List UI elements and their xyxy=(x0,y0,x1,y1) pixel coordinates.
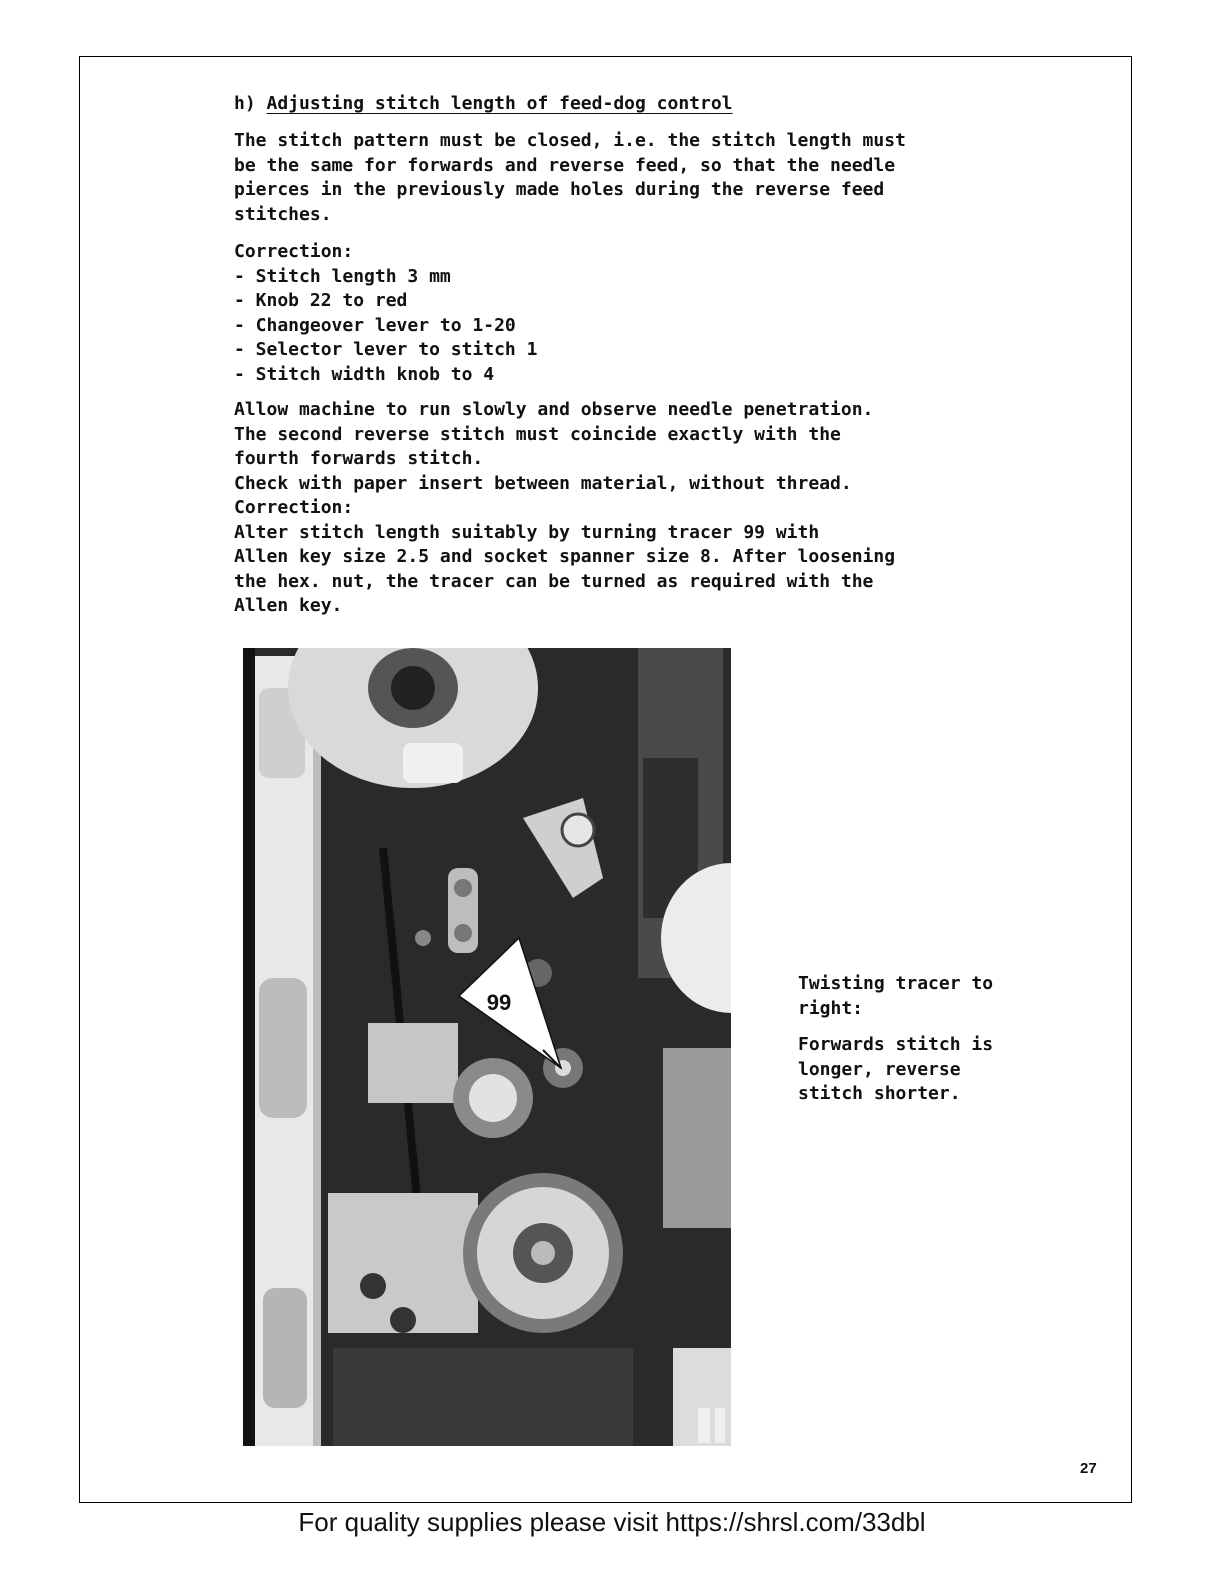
machine-photo xyxy=(243,648,731,1446)
footer-notice: For quality supplies please visit https://shrsl.com/33dbl xyxy=(298,1507,926,1537)
intro-paragraph: The stitch pattern must be closed, i.e. the stitch length must be the same for forwards and reverse feed, so that the needle pierces in the previously made holes during the reverse feed stitches. xyxy=(234,130,906,225)
callout-label: 99 xyxy=(486,990,512,1015)
procedure-paragraph: Allow machine to run slowly and observe needle penetration. The second reverse stitch must coincide exactly with the fourth forwards stitch. Check with paper insert between material, without thread. Correction: Alter stitch length suitably by turning tracer 99 with Allen key size 2.5 and socket spanner size 8. After loosening the hex. nut, the tracer can be turned as required with the Allen key. xyxy=(234,399,896,616)
section-title: Adjusting stitch length of feed-dog control xyxy=(266,93,733,114)
section-prefix: h) xyxy=(234,93,256,114)
correction-setup-list: Correction: - Stitch length 3 mm - Knob 22 to red - Changeover lever to 1-20 - Selector lever to stitch 1 - Stitch width knob to 4 xyxy=(234,241,538,385)
page-number: 27 xyxy=(1080,1460,1097,1477)
caption-effect: Forwards stitch is longer, reverse stitch shorter. xyxy=(798,1034,994,1104)
section-heading xyxy=(234,92,733,117)
caption-direction: Twisting tracer to right: xyxy=(798,973,994,1019)
